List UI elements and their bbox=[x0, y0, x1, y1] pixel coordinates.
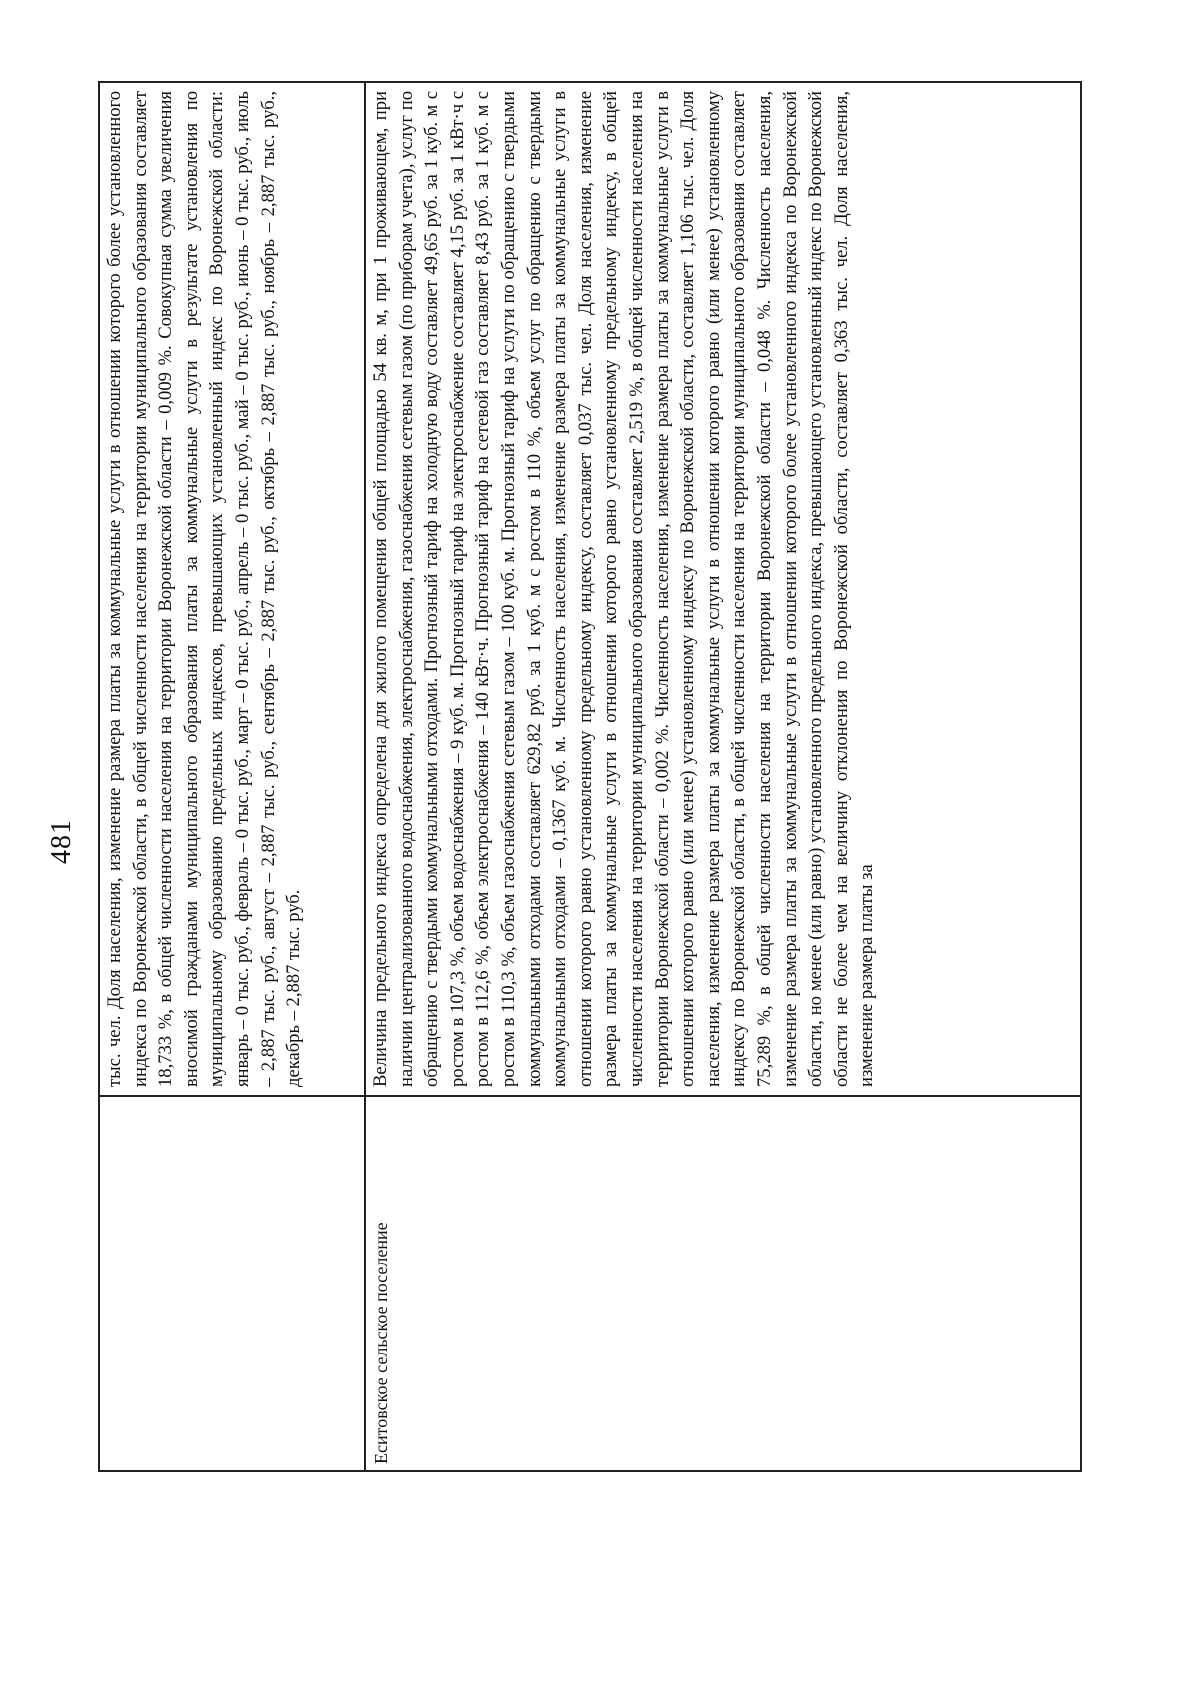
municipality-cell bbox=[100, 1095, 364, 1470]
description-cell: тыс. чел. Доля населения, изменение размера платы за коммунальные услуги в отношении которого более установленного индекса по Воронежской области, в общей численности населения на территории муниципального образования составляет 18,733 %, в общей численности населения на территории Воронежской области – 0,009 %. Совокупная сумма увеличения вносимой гражданами муниципального образования платы за коммунальные услуги в результате установления по муниципальному образованию предельных индексов, превышающих установленный индекс по Воронежской области: январь – 0 тыс. руб., февраль – 0 тыс. руб., март – 0 тыс. руб., апрель – 0 тыс. руб., май – 0 тыс. руб., июнь – 0 тыс. руб., июль – 2,887 тыс. руб., август – 2,887 тыс. руб., сентябрь – 2,887 тыс. руб., октябрь – 2,887 тыс. руб., ноябрь – 2,887 тыс. руб., декабрь – 2,887 тыс. руб. bbox=[104, 91, 305, 1087]
description-cell: Величина предельного индекса определена для жилого помещения общей площадью 54 кв. м, при 1 проживающем, при наличии централизованного водоснабжения, электроснабжения, газоснабжения сетевым газом (по приборам учета), услуг по обращению с твердыми коммунальными отходами. Прогнозный тариф на холодную воду составляет 49,65 руб. за 1 куб. м с ростом в 107,3 %, объем водоснабжения – 9 куб. м. Прогнозный тариф на электроснабжение составляет 4,15 руб. за 1 кВт·ч с ростом в 112,6 %, объем электроснабжения – 140 кВт·ч. Прогнозный тариф на сетевой газ составляет 8,43 руб. за 1 куб. м с ростом в 110,3 %, объем газоснабжения сетевым газом – 100 куб. м. Прогнозный тариф на услуги по обращению с твердыми коммунальными отходами составляет 629,82 руб. за 1 куб. м с ростом в 110 %, объем услуг по обращению с твердыми коммунальными отходами – 0,1367 куб. м. Численность населения, изменение размера платы за коммунальные услуги в отношении которого равно установленному предельному индексу, составляет 0,037 тыс. чел. Доля населения, изменение размера платы за коммунальные услуги в отношении которого равно установленному предельному индексу, в общей численности населения на территории муниципального образования составляет 2,519 %, в общей численности населения на территории Воронежской области – 0,002 %. Численность населения, изменение размера платы за коммунальные услуги в отношении которого равно (или менее) установленному индексу по Воронежской области, составляет 1,106 тыс. чел. Доля населения, изменение размера платы за коммунальные услуги в отношении которого равно (или менее) установленному индексу по Воронежской области, в общей численности населения на территории муниципального образования составляет 75,289 %, в общей численности населения на территории Воронежской области – 0,048 %. Численность населения, изменение размера платы за коммунальные услуги в отношении которого более установленного индекса по Воронежской области, но менее (или равно) установленного предельного индекса, превышающего установленный индекс по Воронежской области не более чем на величину отклонения по Воронежской области, составляет 0,363 тыс. чел. Доля населения, изменение размера платы за bbox=[370, 91, 878, 1087]
municipality-cell: Еситовское сельское поселение bbox=[366, 1095, 1080, 1470]
table-row bbox=[366, 83, 1080, 1470]
page-number: 481 bbox=[46, 819, 77, 864]
table-row bbox=[100, 83, 366, 1470]
document-table bbox=[98, 81, 1082, 1472]
